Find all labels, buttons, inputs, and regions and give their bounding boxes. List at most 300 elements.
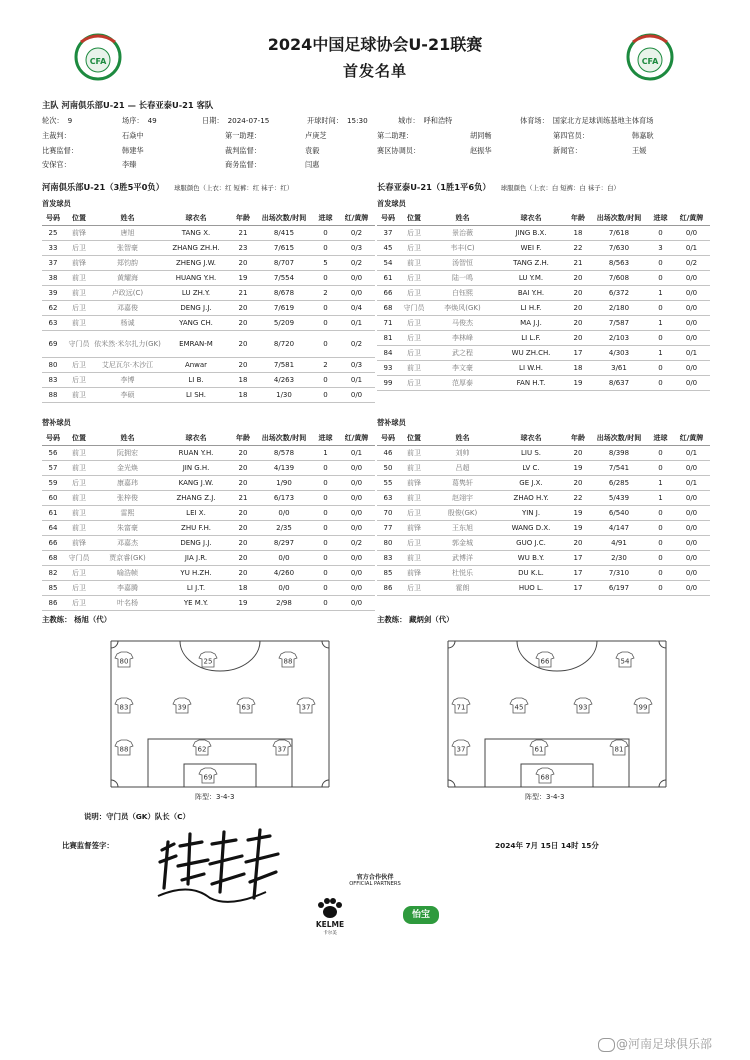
cell-name: 康嘉玮 <box>94 476 161 491</box>
cell-apps: 8/637 <box>590 376 648 391</box>
cell-number: 60 <box>42 491 64 506</box>
cell-age: 19 <box>566 376 590 391</box>
cell-goals: 0 <box>313 388 338 403</box>
cell-number: 45 <box>377 241 399 256</box>
cell-goals: 2 <box>313 358 338 373</box>
col-header-position: 位置 <box>399 211 429 226</box>
official-referee-assessor-name: 袁毅 <box>305 146 320 155</box>
cell-shirt-name: JIA J.R. <box>161 551 231 566</box>
player-shirt-icon <box>115 740 133 755</box>
cell-name: 李博 <box>94 373 161 388</box>
cell-age: 18 <box>231 388 255 403</box>
cell-age: 20 <box>231 536 255 551</box>
cell-position: 前锋 <box>64 536 94 551</box>
page-title: 2024中国足球协会U-21联赛 <box>267 35 483 54</box>
cell-number: 88 <box>42 388 64 403</box>
cell-name: 艾尼瓦尔·木沙江 <box>94 358 161 373</box>
cell-goals: 0 <box>648 536 673 551</box>
table-row <box>42 316 375 331</box>
cell-apps: 8/297 <box>255 536 313 551</box>
commissioner-signature <box>150 822 290 908</box>
col-header-name: 姓名 <box>94 431 161 446</box>
cell-apps: 3/61 <box>590 361 648 376</box>
cell-position: 前锋 <box>399 566 429 581</box>
cell-goals: 0 <box>648 566 673 581</box>
cell-position: 后卫 <box>64 241 94 256</box>
cell-age: 20 <box>231 331 255 358</box>
cell-cards: 0/0 <box>338 491 375 506</box>
cell-goals: 1 <box>648 346 673 361</box>
table-row <box>377 256 710 271</box>
cell-age: 20 <box>231 358 255 373</box>
cell-apps: 1/90 <box>255 476 313 491</box>
cell-age: 21 <box>231 491 255 506</box>
cell-name: 叶名杨 <box>94 596 161 611</box>
cell-goals: 5 <box>313 256 338 271</box>
player-number: 54 <box>620 657 630 666</box>
player-shirt-icon <box>530 740 548 755</box>
cell-shirt-name: GUO J.C. <box>496 536 566 551</box>
cell-apps: 7/608 <box>590 271 648 286</box>
cell-name: 汤智恒 <box>429 256 496 271</box>
cell-cards: 0/0 <box>673 536 710 551</box>
cell-shirt-name: LU ZH.Y. <box>161 286 231 301</box>
table-row <box>377 476 710 491</box>
official-ar2-name: 胡同畅 <box>470 131 492 140</box>
cell-number: 86 <box>42 596 64 611</box>
cell-shirt-name: BAI Y.H. <box>496 286 566 301</box>
cell-goals: 0 <box>648 256 673 271</box>
cell-name: 范厚泰 <box>429 376 496 391</box>
cell-position: 后卫 <box>399 286 429 301</box>
cell-shirt-name: LI W.H. <box>496 361 566 376</box>
cell-apps: 4/91 <box>590 536 648 551</box>
cell-name: 卢政远(C) <box>94 286 161 301</box>
cell-number: 46 <box>377 446 399 461</box>
official-coordinator-name: 赵振华 <box>470 146 492 155</box>
cell-apps: 2/30 <box>590 551 648 566</box>
cell-cards: 0/0 <box>338 388 375 403</box>
cell-position: 前卫 <box>399 461 429 476</box>
cell-goals: 0 <box>648 271 673 286</box>
cell-age: 18 <box>231 373 255 388</box>
cell-name: 张梓俊 <box>94 491 161 506</box>
cell-goals: 0 <box>313 491 338 506</box>
cell-goals: 0 <box>648 361 673 376</box>
cell-position: 前卫 <box>399 491 429 506</box>
cell-shirt-name: ZHU F.H. <box>161 521 231 536</box>
cell-name: 贾京睿(GK) <box>94 551 161 566</box>
player-number: 88 <box>119 745 129 754</box>
cell-position: 后卫 <box>64 301 94 316</box>
cell-number: 80 <box>42 358 64 373</box>
table-row <box>42 358 375 373</box>
cell-number: 63 <box>42 316 64 331</box>
cell-shirt-name: YANG CH. <box>161 316 231 331</box>
cell-name: 邓嘉杰 <box>94 536 161 551</box>
cell-goals: 0 <box>313 521 338 536</box>
cell-number: 61 <box>42 506 64 521</box>
cell-shirt-name: LU Y.M. <box>496 271 566 286</box>
official-referee: 主裁判： <box>42 131 71 140</box>
partner-label: 官方合作伙伴 OFFICIAL PARTNERS <box>349 874 401 887</box>
home-formation: 阵型：3-4-3 <box>195 793 235 801</box>
cell-name: 白钰熙 <box>429 286 496 301</box>
cell-cards: 0/2 <box>338 226 375 241</box>
col-header-cards: 红/黄牌 <box>673 431 710 446</box>
cell-shirt-name: ZHAO H.Y. <box>496 491 566 506</box>
cell-goals: 0 <box>648 226 673 241</box>
cell-age: 22 <box>566 491 590 506</box>
player-number: 62 <box>197 745 207 754</box>
cell-cards: 0/0 <box>338 566 375 581</box>
table-row <box>377 461 710 476</box>
cell-name: 雷熙 <box>94 506 161 521</box>
kickoff-info: 开球时间： 15:30 <box>307 116 368 125</box>
cell-shirt-name: DENG J.J. <box>161 301 231 316</box>
cell-number: 37 <box>42 256 64 271</box>
cell-number: 38 <box>42 271 64 286</box>
cell-apps: 7/554 <box>255 271 313 286</box>
cell-number: 33 <box>42 241 64 256</box>
player-shirt-icon <box>536 652 554 667</box>
player-shirt-icon <box>279 652 297 667</box>
cell-number: 63 <box>377 491 399 506</box>
cell-goals: 0 <box>648 301 673 316</box>
cell-apps: 7/615 <box>255 241 313 256</box>
cell-position: 后卫 <box>64 373 94 388</box>
cell-age: 20 <box>231 301 255 316</box>
cell-shirt-name: YU H.ZH. <box>161 566 231 581</box>
player-number: 37 <box>277 745 287 754</box>
cell-age: 21 <box>231 226 255 241</box>
cell-cards: 0/0 <box>338 461 375 476</box>
cell-cards: 0/0 <box>338 476 375 491</box>
player-shirt-icon <box>610 740 628 755</box>
cell-number: 39 <box>42 286 64 301</box>
cell-age: 19 <box>566 521 590 536</box>
cell-name: 景治薇 <box>429 226 496 241</box>
cell-name: 黄耀海 <box>94 271 161 286</box>
cell-age: 20 <box>231 316 255 331</box>
official-press-name: 王媛 <box>632 146 647 155</box>
cell-cards: 0/3 <box>338 358 375 373</box>
col-header-name: 姓名 <box>429 211 496 226</box>
cell-position: 后卫 <box>399 226 429 241</box>
cell-position: 前卫 <box>64 286 94 301</box>
player-shirt-icon <box>452 740 470 755</box>
cell-position: 后卫 <box>399 271 429 286</box>
cell-position: 前卫 <box>64 316 94 331</box>
col-header-age: 年龄 <box>231 431 255 446</box>
cell-position: 守门员 <box>64 551 94 566</box>
home-subs-table <box>42 431 375 611</box>
cell-apps: 4/263 <box>255 373 313 388</box>
match-no-info: 场序： 49 <box>122 116 157 125</box>
cell-name: 马俊杰 <box>429 316 496 331</box>
col-header-apps: 出场次数/时间 <box>255 211 313 226</box>
table-row <box>377 346 710 361</box>
cell-name: 朱富豪 <box>94 521 161 536</box>
cell-goals: 0 <box>313 461 338 476</box>
player-number: 81 <box>614 745 624 754</box>
cell-name: 武之程 <box>429 346 496 361</box>
cell-goals: 0 <box>313 316 338 331</box>
cell-shirt-name: HUANG Y.H. <box>161 271 231 286</box>
col-header-cards: 红/黄牌 <box>338 211 375 226</box>
cell-position: 前卫 <box>64 506 94 521</box>
official-coordinator: 赛区协调员： <box>377 146 421 155</box>
home-starters-table <box>42 211 375 403</box>
cell-apps: 4/260 <box>255 566 313 581</box>
cell-cards: 0/0 <box>673 581 710 596</box>
official-match-commissioner-name: 韩建华 <box>122 146 144 155</box>
cell-number: 86 <box>377 581 399 596</box>
cell-age: 20 <box>566 316 590 331</box>
cell-goals: 0 <box>313 596 338 611</box>
player-shirt-icon <box>452 698 470 713</box>
col-header-name: 姓名 <box>429 431 496 446</box>
cell-name: 李林峰 <box>429 331 496 346</box>
cell-shirt-name: Anwar <box>161 358 231 373</box>
cell-apps: 0/0 <box>255 581 313 596</box>
cell-age: 18 <box>231 581 255 596</box>
cell-apps: 2/180 <box>590 301 648 316</box>
cell-goals: 0 <box>648 581 673 596</box>
away-coach: 主教练： 藏炳剑（代） <box>377 615 454 624</box>
home-formation-pitch <box>110 640 330 788</box>
cell-cards: 0/2 <box>338 536 375 551</box>
cell-age: 20 <box>566 536 590 551</box>
cell-number: 54 <box>377 256 399 271</box>
cell-apps: 4/303 <box>590 346 648 361</box>
cell-shirt-name: DU K.L. <box>496 566 566 581</box>
cell-age: 20 <box>566 301 590 316</box>
cell-cards: 0/0 <box>673 331 710 346</box>
cell-shirt-name: WU B.Y. <box>496 551 566 566</box>
table-row <box>377 566 710 581</box>
cell-shirt-name: LV C. <box>496 461 566 476</box>
cell-goals: 0 <box>313 271 338 286</box>
cell-position: 后卫 <box>64 358 94 373</box>
cell-apps: 6/197 <box>590 581 648 596</box>
cell-cards: 0/0 <box>673 376 710 391</box>
col-header-shirt-name: 球衣名 <box>496 431 566 446</box>
cell-number: 99 <box>377 376 399 391</box>
table-row <box>42 286 375 301</box>
cell-goals: 1 <box>648 316 673 331</box>
cell-shirt-name: KANG J.W. <box>161 476 231 491</box>
table-row <box>42 566 375 581</box>
official-ar1-name: 卢庚芝 <box>305 131 327 140</box>
cell-age: 19 <box>566 461 590 476</box>
col-header-goals: 进球 <box>648 211 673 226</box>
official-press: 新闻官： <box>553 146 582 155</box>
cell-cards: 0/0 <box>673 301 710 316</box>
table-row <box>377 581 710 596</box>
cell-cards: 0/0 <box>338 506 375 521</box>
table-row <box>42 241 375 256</box>
cell-position: 前卫 <box>64 271 94 286</box>
player-number: 39 <box>177 703 187 712</box>
cell-goals: 0 <box>313 373 338 388</box>
cell-position: 前卫 <box>399 551 429 566</box>
official-commercial-name: 闫惠 <box>305 160 320 169</box>
cell-apps: 2/98 <box>255 596 313 611</box>
table-row <box>377 376 710 391</box>
player-number: 66 <box>540 657 550 666</box>
cell-cards: 0/1 <box>673 446 710 461</box>
cell-shirt-name: LEI X. <box>161 506 231 521</box>
table-row <box>377 271 710 286</box>
player-shirt-icon <box>634 698 652 713</box>
cell-position: 后卫 <box>399 331 429 346</box>
table-row <box>377 491 710 506</box>
cell-number: 57 <box>42 461 64 476</box>
table-row <box>42 506 375 521</box>
cell-age: 20 <box>231 551 255 566</box>
cell-goals: 0 <box>313 331 338 358</box>
cell-number: 81 <box>377 331 399 346</box>
cell-name: 王东旭 <box>429 521 496 536</box>
cell-shirt-name: LI H.F. <box>496 301 566 316</box>
cell-apps: 5/209 <box>255 316 313 331</box>
watermark: @河南足球俱乐部 <box>616 1037 713 1051</box>
cell-name: 霍朗 <box>429 581 496 596</box>
cell-number: 66 <box>377 286 399 301</box>
cell-cards: 0/4 <box>338 301 375 316</box>
cell-goals: 0 <box>313 506 338 521</box>
cell-shirt-name: WEI F. <box>496 241 566 256</box>
cell-number: 84 <box>377 346 399 361</box>
teams-line: 主队 河南俱乐部U-21 — 长春亚泰U-21 客队 <box>42 100 214 110</box>
official-referee-name: 石焱中 <box>122 131 144 140</box>
cell-shirt-name: YE M.Y. <box>161 596 231 611</box>
cell-position: 后卫 <box>399 241 429 256</box>
cell-cards: 0/0 <box>338 271 375 286</box>
table-row <box>42 331 375 358</box>
cell-shirt-name: TANG X. <box>161 226 231 241</box>
cell-position: 后卫 <box>399 536 429 551</box>
col-header-goals: 进球 <box>313 211 338 226</box>
cell-apps: 7/630 <box>590 241 648 256</box>
player-shirt-icon <box>574 698 592 713</box>
player-number: 37 <box>456 745 466 754</box>
table-row <box>42 476 375 491</box>
cell-number: 70 <box>377 506 399 521</box>
cell-name: 金光焕 <box>94 461 161 476</box>
cell-cards: 0/0 <box>673 286 710 301</box>
cell-apps: 7/587 <box>590 316 648 331</box>
col-header-apps: 出场次数/时间 <box>590 431 648 446</box>
table-row <box>377 506 710 521</box>
official-commercial: 商务监督： <box>225 160 261 169</box>
cell-position: 前卫 <box>64 491 94 506</box>
cell-apps: 7/310 <box>590 566 648 581</box>
cell-goals: 1 <box>648 286 673 301</box>
cell-age: 20 <box>566 286 590 301</box>
cell-shirt-name: MA J.J. <box>496 316 566 331</box>
cell-apps: 4/139 <box>255 461 313 476</box>
cell-name: 赵翊宇 <box>429 491 496 506</box>
cell-age: 17 <box>566 566 590 581</box>
cell-goals: 1 <box>648 491 673 506</box>
cell-apps: 6/540 <box>590 506 648 521</box>
cell-cards: 0/0 <box>673 491 710 506</box>
cell-age: 17 <box>566 551 590 566</box>
away-formation-pitch <box>447 640 667 788</box>
player-number: 99 <box>638 703 648 712</box>
legend-note: 说明：守门员（GK）队长（C） <box>84 812 190 821</box>
official-fourth-name: 韩嘉耿 <box>632 131 654 140</box>
cell-shirt-name: DENG J.J. <box>161 536 231 551</box>
cell-cards: 0/1 <box>338 446 375 461</box>
table-row <box>377 241 710 256</box>
cell-goals: 3 <box>648 241 673 256</box>
cell-name: 李嘉腾 <box>94 581 161 596</box>
cell-shirt-name: WU ZH.CH. <box>496 346 566 361</box>
cell-number: 93 <box>377 361 399 376</box>
weibo-icon <box>598 1038 615 1052</box>
player-shirt-icon <box>199 652 217 667</box>
cell-shirt-name: FAN H.T. <box>496 376 566 391</box>
cell-name: 武博洋 <box>429 551 496 566</box>
cell-apps: 8/707 <box>255 256 313 271</box>
cell-age: 20 <box>231 446 255 461</box>
cell-age: 19 <box>566 506 590 521</box>
cell-name: 刘帅 <box>429 446 496 461</box>
cell-goals: 0 <box>648 331 673 346</box>
table-row <box>42 256 375 271</box>
cell-shirt-name: HUO L. <box>496 581 566 596</box>
player-number: 93 <box>578 703 588 712</box>
cell-number: 83 <box>377 551 399 566</box>
cell-shirt-name: ZHANG ZH.H. <box>161 241 231 256</box>
cell-cards: 0/0 <box>338 581 375 596</box>
table-row <box>42 551 375 566</box>
cell-name: 韦丰(C) <box>429 241 496 256</box>
city-info: 城市： 呼和浩特 <box>398 116 453 125</box>
table-row <box>42 301 375 316</box>
col-header-shirt-name: 球衣名 <box>161 431 231 446</box>
cell-name: 阮拥宏 <box>94 446 161 461</box>
cell-apps: 1/30 <box>255 388 313 403</box>
col-header-cards: 红/黄牌 <box>338 431 375 446</box>
col-header-position: 位置 <box>64 211 94 226</box>
cell-name: 杨诚 <box>94 316 161 331</box>
player-number: 61 <box>534 745 544 754</box>
home-starters-label: 首发球员 <box>42 199 71 208</box>
cell-position: 后卫 <box>399 506 429 521</box>
table-row <box>42 446 375 461</box>
official-security: 安保官： <box>42 160 71 169</box>
cell-cards: 0/0 <box>673 566 710 581</box>
cell-cards: 0/0 <box>338 596 375 611</box>
cell-age: 20 <box>231 521 255 536</box>
player-number: 45 <box>514 703 524 712</box>
away-team-header: 长春亚泰U-21（1胜1平6负） 球服颜色（上衣：白 短裤：白 袜子：白） <box>377 182 620 192</box>
cell-age: 21 <box>566 256 590 271</box>
cell-shirt-name: LIU S. <box>496 446 566 461</box>
table-row <box>42 491 375 506</box>
away-subs-label: 替补球员 <box>377 418 406 427</box>
col-header-apps: 出场次数/时间 <box>590 211 648 226</box>
table-row <box>377 331 710 346</box>
col-header-goals: 进球 <box>313 431 338 446</box>
cell-name: 郭金城 <box>429 536 496 551</box>
table-row <box>377 521 710 536</box>
cell-shirt-name: YIN J. <box>496 506 566 521</box>
